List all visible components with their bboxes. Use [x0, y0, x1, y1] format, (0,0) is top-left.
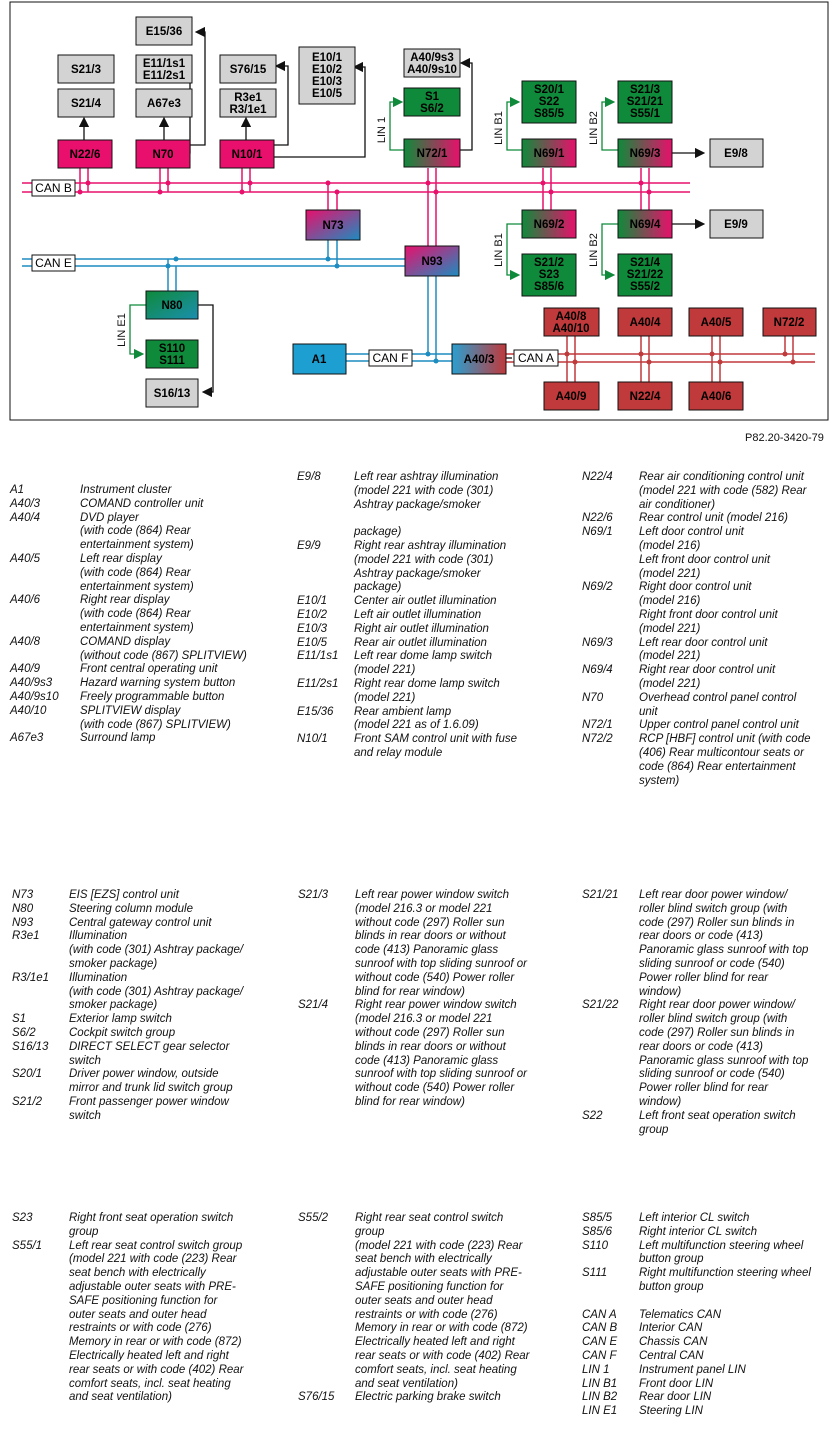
legend-entry	[12, 972, 282, 1013]
e9-8-label: E9/8	[724, 148, 748, 160]
legend-code: CAN E	[582, 1336, 618, 1349]
legend-description: Central gateway control unit	[69, 916, 212, 929]
legend-code: E9/8	[297, 471, 321, 483]
network-diagram	[0, 0, 837, 430]
legend-code: N69/2	[582, 581, 613, 594]
legend-description: Right air outlet illumination	[354, 622, 489, 635]
legend-entry	[297, 471, 572, 540]
legend-code: N80	[12, 902, 34, 915]
legend-code: N22/6	[582, 512, 613, 525]
legend-description: Left rear seat control switch group (model 221 with code (223) Rear seat bench with electrically adjustable outer seats with PRE- SAFE positioning function for outer seats and outer head restraints or with code (276) Memory in rear or with code (872) Electrically heated left and right rear seats or with code (402) Rear comfort seats, incl. seat heating and seat ventilation)	[69, 1239, 244, 1404]
legend-entry	[297, 623, 572, 637]
legend-entry	[582, 1405, 832, 1419]
legend-code: LIN E1	[582, 1405, 618, 1418]
legend-code: E10/5	[297, 636, 328, 649]
legend-code: S85/5	[582, 1212, 613, 1224]
legend-entry	[12, 903, 282, 917]
legend-code: S23	[12, 1212, 33, 1224]
n72-1-label: N72/1	[416, 148, 448, 160]
legend-description: Telematics CAN	[639, 1308, 722, 1321]
n69-1-label: N69/1	[533, 148, 565, 160]
n22-6-label: N22/6	[69, 149, 101, 161]
legend-entry	[582, 526, 832, 581]
legend-entry	[298, 1391, 573, 1405]
legend-description: Right rear power window switch (model 216.3 or model 221 without code (297) Roller sun blinds in rear doors or without code (413) Panoramic glass sunroof with top sliding sunroof or without code (540) Power roller blind for rear window)	[355, 999, 527, 1108]
legend-description: Instrument panel LIN	[639, 1363, 746, 1376]
legend-code	[582, 1295, 639, 1309]
legend-code: S110	[582, 1239, 609, 1252]
legend-entry	[297, 733, 572, 761]
legend-entry	[582, 719, 832, 733]
s111-label: S111	[159, 355, 185, 367]
e10-5-label: E10/5	[311, 88, 343, 100]
legend-description: Left rear power window switch (model 216.3 or model 221 without code (297) Roller sun blinds in rear doors or without code (413) Panoramic glass sunroof with top sliding sunroof or without code (540) Power roller blind for rear window)	[355, 889, 527, 998]
e9-9-label: E9/9	[724, 219, 748, 231]
e10-2-label: E10/2	[311, 64, 343, 76]
legend-code: A67e3	[10, 732, 44, 745]
legend-entry	[297, 650, 572, 678]
legend-description: Front door LIN	[639, 1377, 714, 1390]
legend-code: S21/22	[582, 999, 619, 1012]
a40-8-label: A40/8	[555, 311, 587, 323]
legend-code: CAN F	[582, 1349, 617, 1362]
legend-description: Right rear door power window/ roller blind switch group (with code (297) Roller sun blinds in rear doors or code (413) Panoramic glass sunroof with top sliding sunroof or code (540) Power roller blind for rear window)	[639, 999, 809, 1108]
legend-description: Right rear ashtray illumination (model 221 with code (301) Ashtray package/smoker package)	[354, 539, 507, 594]
s85-6-label: S85/6	[533, 281, 565, 293]
legend-code: A1	[10, 484, 25, 496]
legend-code: N93	[12, 916, 34, 929]
legend-code: S76/15	[298, 1391, 335, 1404]
legend-entry	[298, 999, 573, 1109]
legend-code: LIN B2	[582, 1391, 618, 1404]
legend-entry	[12, 930, 282, 971]
legend-entry	[10, 691, 280, 705]
legend-code: N72/1	[582, 719, 613, 732]
can-e-label: CAN E	[35, 256, 72, 270]
legend-entry	[582, 889, 832, 999]
legend-entry	[12, 1240, 282, 1406]
legend-entry	[12, 1013, 282, 1027]
legend-description: Rear door LIN	[639, 1391, 712, 1404]
s21-4-grp-label: S21/4	[629, 257, 661, 269]
e15-36-label: E15/36	[145, 26, 183, 38]
legend-entry	[582, 1350, 832, 1364]
s21-2-label: S21/2	[533, 257, 565, 269]
legend-col2-block2	[298, 889, 573, 1110]
s21-3-label: S21/3	[70, 64, 102, 76]
legend-description: COMAND controller unit	[80, 497, 204, 510]
legend-description: Right rear seat control switch group (model 221 with code (223) Rear seat bench with electrically adjustable outer seats with PRE- SAFE positioning function for outer seats and outer head restraints or with code (276) Memory in rear or with code (872) Electrically heated left and right rear seats or with code (402) Rear comfort seats, incl. seat heating and seat ventilation)	[355, 1212, 530, 1390]
lin-b1-bottom-label: LIN B1	[493, 233, 505, 267]
legend-code: R3/1e1	[12, 971, 50, 984]
legend-description: Exterior lamp switch	[69, 1013, 172, 1026]
legend-entry	[582, 1391, 832, 1405]
legend-entry	[10, 512, 280, 553]
legend-code: A40/4	[10, 511, 41, 524]
legend-description: Steering column module	[69, 902, 194, 915]
legend-col3-block2	[582, 889, 832, 1137]
legend-code: N72/2	[582, 733, 613, 746]
legend-description: Cockpit switch group	[69, 1026, 176, 1039]
legend-description: Front central operating unit	[80, 663, 218, 676]
legend-col2-block3	[298, 1212, 573, 1405]
legend-entry	[582, 1336, 832, 1350]
legend-description: Overhead control panel control unit	[639, 691, 797, 718]
legend-code: LIN B1	[582, 1377, 618, 1390]
legend-entry	[297, 706, 572, 734]
legend-entry	[298, 1212, 573, 1391]
s85-5-label: S85/5	[533, 108, 565, 120]
legend-description: Driver power window, outside mirror and trunk lid switch group	[69, 1068, 233, 1095]
n69-4-label: N69/4	[629, 219, 661, 231]
legend-entry	[582, 1267, 832, 1295]
a40-6-label: A40/6	[700, 391, 732, 403]
e10-3-label: E10/3	[311, 76, 343, 88]
s1-label: S1	[424, 91, 440, 103]
e11-2s1-label: E11/2s1	[142, 70, 186, 82]
legend-description: Left interior CL switch	[639, 1212, 750, 1224]
n80-label: N80	[161, 300, 183, 312]
legend-entry	[10, 484, 280, 498]
legend-code: S21/3	[298, 889, 329, 901]
legend-description: Left rear display (with code (864) Rear entertainment system)	[80, 552, 194, 593]
legend-entry	[12, 1041, 282, 1069]
legend-col1-block1	[10, 484, 280, 746]
legend-code: N70	[582, 691, 604, 704]
legend-code: E11/2s1	[297, 677, 339, 690]
legend-entry	[582, 637, 832, 665]
legend-code: A40/9s3	[10, 677, 53, 690]
e11-1s1-label: E11/1s1	[142, 58, 186, 70]
legend-entry	[582, 1110, 832, 1138]
legend-code: N69/1	[582, 526, 613, 539]
legend-entry	[10, 636, 280, 664]
legend-description: EIS [EZS] control unit	[69, 889, 179, 901]
legend-description: Upper control panel control unit	[639, 719, 799, 732]
legend-entry	[582, 692, 832, 720]
legend-col3-block1	[582, 471, 832, 788]
s21-21-label: S21/21	[626, 96, 664, 108]
s16-13-label: S16/13	[153, 388, 191, 400]
legend-description: Right door control unit (model 216) Right front door control unit (model 221)	[639, 581, 778, 635]
legend-code: E9/9	[297, 539, 321, 552]
legend-description: Front passenger power window switch	[69, 1095, 229, 1122]
legend-code: S55/2	[298, 1212, 329, 1224]
legend-code: S6/2	[12, 1026, 36, 1039]
legend-entry	[582, 664, 832, 692]
legend-code: S16/13	[12, 1040, 49, 1053]
legend-entry	[582, 1295, 832, 1309]
legend-description: Left rear dome lamp switch (model 221)	[354, 650, 493, 677]
s21-22-label: S21/22	[626, 269, 664, 281]
legend-entry	[297, 678, 572, 706]
legend-col2-block1	[297, 471, 572, 761]
legend-description: Interior CAN	[639, 1322, 703, 1335]
legend-description: RCP [HBF] control unit (with code (406) Rear multicontour seats or code (864) Rear entertainment system)	[639, 733, 811, 787]
legend-entry	[12, 1212, 282, 1240]
legend-description: Right interior CL switch	[639, 1225, 758, 1238]
lin-b2-bottom-label: LIN B2	[588, 233, 600, 267]
legend-code: E10/1	[297, 595, 328, 608]
legend-code: S22	[582, 1109, 603, 1122]
legend-code: A40/8	[10, 635, 41, 648]
legend-entry	[582, 999, 832, 1109]
legend-code: S20/1	[12, 1068, 43, 1081]
legend-description: DVD player (with code (864) Rear entertainment system)	[80, 511, 194, 552]
legend-code: S21/21	[582, 889, 619, 901]
legend-description: Left rear ashtray illumination (model 221 with code (301) Ashtray package/smoker package)	[354, 471, 499, 539]
n72-2-label: N72/2	[773, 317, 805, 329]
legend-code: S55/1	[12, 1239, 43, 1252]
lin-1-label: LIN 1	[376, 116, 388, 144]
legend-description: Center air outlet illumination	[354, 595, 497, 608]
legend-entry	[582, 1240, 832, 1268]
s20-1-label: S20/1	[533, 84, 565, 96]
n10-1-label: N10/1	[231, 149, 263, 161]
figure-reference-code: P82.20-3420-79	[745, 432, 824, 444]
legend-entry	[12, 1096, 282, 1124]
a40-4-label: A40/4	[629, 317, 661, 329]
s55-1-label: S55/1	[629, 108, 661, 120]
legend-description: Hazard warning system button	[80, 677, 236, 690]
legend-entry	[10, 663, 280, 677]
can-a-label: CAN A	[517, 351, 555, 365]
can-b-label: CAN B	[35, 181, 72, 195]
legend-code: CAN B	[582, 1322, 618, 1335]
legend-entry	[12, 917, 282, 931]
legend-description: Rear control unit (model 216)	[639, 512, 788, 525]
legend-description: COMAND display (without code (867) SPLITVIEW)	[80, 635, 247, 662]
a40-9s10-label: A40/9s10	[407, 64, 457, 76]
legend-entry	[582, 471, 832, 512]
a40-9s3-label: A40/9s3	[410, 52, 454, 64]
legend-entry	[582, 1212, 832, 1226]
legend-description: Left rear door control unit (model 221)	[639, 636, 768, 663]
legend-entry	[12, 889, 282, 903]
legend-code: N22/4	[582, 471, 613, 483]
legend-code: S21/2	[12, 1095, 43, 1108]
legend-code: S85/6	[582, 1225, 613, 1238]
legend-code: S1	[12, 1013, 27, 1026]
legend-entry	[10, 498, 280, 512]
n22-4-label: N22/4	[629, 391, 661, 403]
legend-description: Freely programmable button	[80, 690, 225, 703]
legend-description: DIRECT SELECT gear selector switch	[69, 1040, 230, 1067]
legend-entry	[297, 637, 572, 651]
legend-code: A40/6	[10, 594, 41, 607]
a40-10-label: A40/10	[552, 323, 590, 335]
legend-code: S111	[582, 1267, 608, 1280]
legend-description: Right rear dome lamp switch (model 221)	[354, 677, 500, 704]
legend-col1-block3	[12, 1212, 282, 1405]
s110-label: S110	[158, 343, 186, 355]
legend-code: S21/4	[298, 999, 329, 1012]
legend-entry	[297, 540, 572, 595]
s21-4-label: S21/4	[70, 98, 102, 110]
s23-label: S23	[538, 269, 560, 281]
legend-description: Right rear display (with code (864) Rear entertainment system)	[80, 594, 194, 634]
legend-entry	[10, 677, 280, 691]
legend-description: Left rear door power window/ roller blind switch group (with code (297) Roller sun blinds in rear doors or code (413) Panoramic glass sunroof with top sliding sunroof or code (540) Power roller blind for rear window)	[639, 889, 809, 998]
legend-description: Left multifunction steering wheel button group	[639, 1239, 804, 1266]
n73-label: N73	[322, 220, 344, 232]
legend-code: LIN 1	[582, 1363, 610, 1376]
legend-description: Rear ambient lamp (model 221 as of 1.6.09)	[354, 705, 479, 732]
s6-2-label: S6/2	[420, 103, 444, 115]
legend-entry	[10, 705, 280, 733]
legend-code: E11/1s1	[297, 650, 339, 663]
n69-3-label: N69/3	[629, 148, 661, 160]
legend-code: E15/36	[297, 705, 334, 718]
legend-col1-block2	[12, 889, 282, 1124]
legend-entry	[297, 595, 572, 609]
legend-description: Left front seat operation switch group	[639, 1109, 796, 1136]
legend-code: E10/3	[297, 622, 328, 635]
legend-code: E10/2	[297, 608, 328, 621]
legend-entry	[582, 1309, 832, 1323]
legend-description: Steering LIN	[639, 1405, 703, 1418]
legend-description	[639, 1295, 832, 1309]
can-f-label: CAN F	[372, 351, 409, 365]
legend-description: Left air outlet illumination	[354, 608, 482, 621]
legend-code: CAN A	[582, 1308, 617, 1321]
legend-description: Chassis CAN	[639, 1336, 708, 1349]
legend-entry	[297, 609, 572, 623]
r3e1-label: R3e1	[234, 92, 262, 104]
legend-code: N73	[12, 889, 34, 901]
e10-1-label: E10/1	[311, 52, 343, 64]
s22-label: S22	[538, 96, 560, 108]
n70-label: N70	[152, 149, 174, 161]
legend-description: Illumination (with code (301) Ashtray package/ smoker package)	[69, 930, 244, 970]
a67e3-label: A67e3	[147, 98, 181, 110]
legend-entry	[10, 732, 280, 746]
legend-entry	[582, 1226, 832, 1240]
legend-entry	[582, 581, 832, 636]
legend-description: Rear air outlet illumination	[354, 636, 487, 649]
n69-2-label: N69/2	[533, 219, 565, 231]
legend-description: Instrument cluster	[80, 484, 172, 496]
legend-code: A40/9	[10, 663, 41, 676]
legend-entry	[582, 1364, 832, 1378]
legend-entry	[12, 1068, 282, 1096]
legend-entry	[12, 1027, 282, 1041]
legend-code: A40/10	[10, 704, 47, 717]
legend-entry	[10, 553, 280, 594]
lin-b1-top-label: LIN B1	[493, 111, 505, 145]
legend-entry	[582, 512, 832, 526]
legend-description: SPLITVIEW display (with code (867) SPLITVIEW)	[80, 704, 231, 731]
legend-code: R3e1	[12, 930, 40, 943]
legend-code: A40/5	[10, 552, 41, 565]
legend-entry	[582, 1322, 832, 1336]
s76-15-label: S76/15	[229, 64, 267, 76]
legend-entry	[298, 889, 573, 999]
legend-description: Left door control unit (model 216) Left front door control unit (model 221)	[639, 526, 771, 580]
s21-3-grp-label: S21/3	[629, 84, 661, 96]
n93-label: N93	[421, 256, 443, 268]
a40-3-label: A40/3	[463, 354, 495, 366]
legend-code: N69/3	[582, 636, 613, 649]
a1-label: A1	[311, 354, 327, 366]
legend-code: A40/3	[10, 497, 41, 510]
s55-2-label: S55/2	[629, 281, 661, 293]
legend-code: A40/9s10	[10, 690, 59, 703]
legend-description: Right rear door control unit (model 221)	[639, 664, 776, 690]
legend-col3-block3	[582, 1212, 832, 1419]
legend-entry	[582, 1378, 832, 1392]
legend-entry	[10, 594, 280, 635]
a40-5-label: A40/5	[700, 317, 732, 329]
legend-description: Right multifunction steering wheel button group	[639, 1267, 811, 1293]
legend-description: Central CAN	[639, 1349, 704, 1362]
legend-code: N10/1	[297, 733, 328, 746]
legend-description: Illumination (with code (301) Ashtray package/ smoker package)	[69, 971, 244, 1012]
r3-1e1-label: R3/1e1	[229, 104, 267, 116]
legend-description: Electric parking brake switch	[355, 1391, 501, 1404]
legend-description: Rear air conditioning control unit (model 221 with code (582) Rear air conditioner)	[639, 471, 807, 511]
legend-code: N69/4	[582, 664, 613, 677]
lin-b2-top-label: LIN B2	[588, 111, 600, 145]
legend-description: Surround lamp	[80, 732, 156, 745]
a40-9-label: A40/9	[555, 391, 587, 403]
legend-description: Front SAM control unit with fuse and relay module	[354, 733, 517, 759]
legend-entry	[582, 733, 832, 788]
lin-e1-label: LIN E1	[116, 313, 128, 347]
legend-description: Right front seat operation switch group	[69, 1212, 234, 1238]
